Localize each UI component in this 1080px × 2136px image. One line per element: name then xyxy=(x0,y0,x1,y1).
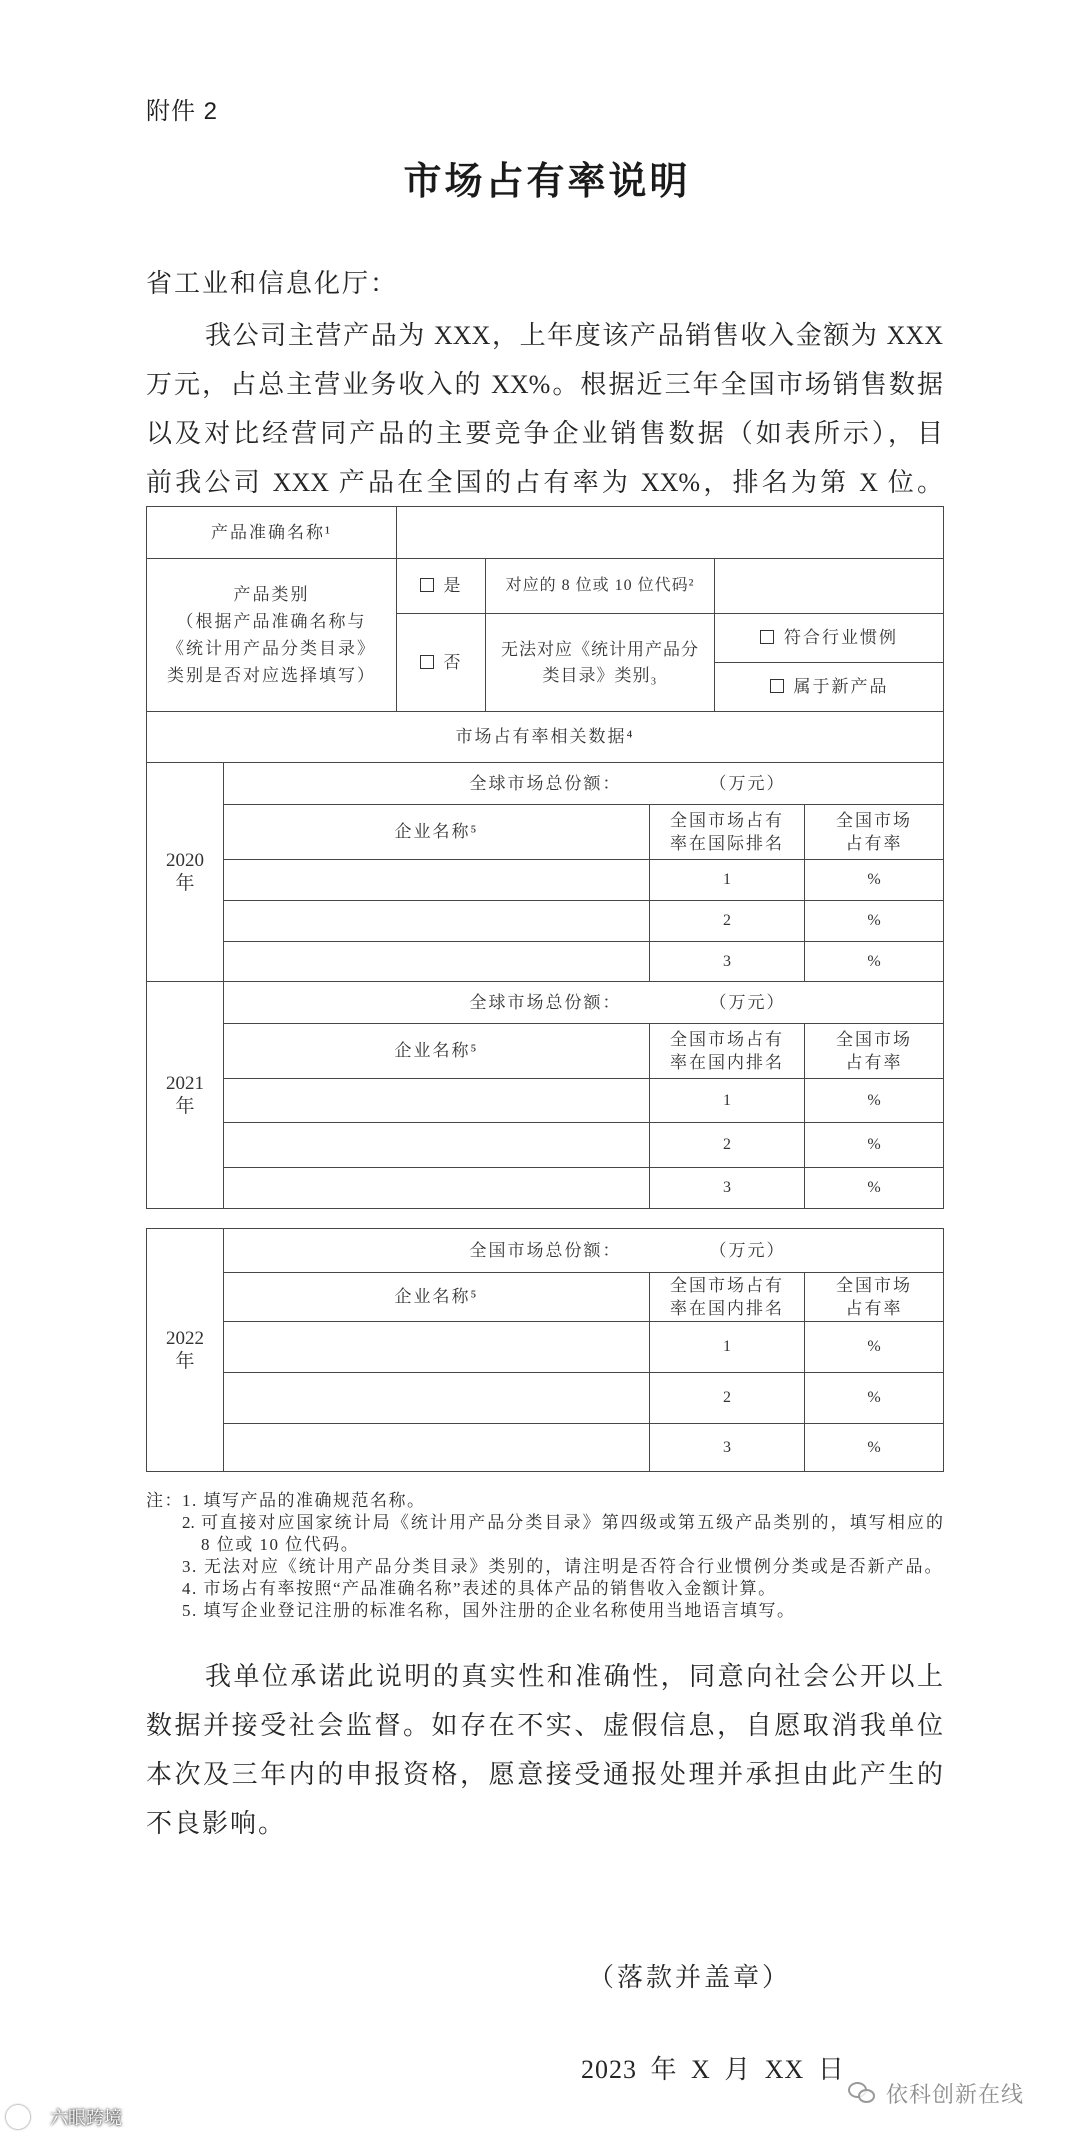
year-suffix: 年 xyxy=(175,873,195,894)
share-header-cell xyxy=(805,805,944,860)
date-line: 2023 年 X 月 XX 日 xyxy=(581,2055,845,2084)
attachment-label: 附件 2 xyxy=(146,98,219,125)
table-row xyxy=(147,1373,944,1424)
rank-cell: 2 xyxy=(650,1123,805,1168)
table-row xyxy=(147,1123,944,1168)
rank-header: 全国市场占有 率在国内排名 xyxy=(670,1030,785,1072)
commitment-line: 数据并接受社会监督。如存在不实、虚假信息，自愿取消我单位 xyxy=(146,1711,943,1740)
watermark-logo-icon xyxy=(6,2105,30,2129)
year-suffix: 年 xyxy=(175,1351,195,1372)
watermark-left xyxy=(6,2104,122,2130)
share-cell: % xyxy=(805,942,944,982)
share-header-cell xyxy=(805,1273,944,1322)
rank-header-cell xyxy=(650,805,805,860)
product-name-value-cell xyxy=(397,507,944,559)
year-label: 2020 xyxy=(166,850,204,871)
rank-cell: 2 xyxy=(650,901,805,942)
no-description-cell xyxy=(486,614,715,712)
note-line: 3. 无法对应《统计用产品分类目录》类别的，请注明是否符合行业惯例分类或是否新产品。 xyxy=(182,1557,943,1576)
year-header-row xyxy=(147,1024,944,1079)
note-line: 1. 填写产品的准确规范名称。 xyxy=(182,1491,426,1510)
year-cell xyxy=(147,1229,224,1472)
watermark-right xyxy=(848,2078,1024,2108)
table-row xyxy=(147,901,944,942)
product-name-row xyxy=(147,507,944,559)
rank-cell: 1 xyxy=(650,1079,805,1123)
industry-option-cell xyxy=(715,614,944,663)
salutation: 省工业和信息化厅： xyxy=(146,269,399,298)
company-name-cell xyxy=(224,1123,650,1168)
share-header: 全国市场 占有率 xyxy=(836,811,913,853)
company-name-cell xyxy=(224,1168,650,1209)
intro-line: 以及对比经营同产品的主要竞争企业销售数据（如表所示），目 xyxy=(146,419,943,448)
rank-header-cell xyxy=(650,1273,805,1322)
product-name-label: 产品准确名称¹ xyxy=(147,507,397,559)
company-name-cell xyxy=(224,1424,650,1472)
market-section-row xyxy=(147,712,944,763)
watermark-right-text: 依科创新在线 xyxy=(886,2081,1025,2107)
year-label: 2022 xyxy=(166,1328,204,1349)
share-header-cell xyxy=(805,1024,944,1079)
yes-label: 是 xyxy=(443,576,463,595)
share-cell: % xyxy=(805,1168,944,1209)
market-share-table xyxy=(146,506,944,1209)
company-name-cell xyxy=(224,942,650,982)
table-row xyxy=(147,1322,944,1373)
market-total-label: 全国市场总份额： xyxy=(469,1240,622,1260)
year-total-row xyxy=(147,982,944,1024)
rank-cell: 1 xyxy=(650,860,805,901)
rank-header: 全国市场占有 率在国际排名 xyxy=(670,811,785,853)
intro-line: 万元，占总主营业务收入的 XX%。根据近三年全国市场销售数据 xyxy=(146,370,943,399)
page-title: 市场占有率说明 xyxy=(403,161,691,203)
market-total-cell xyxy=(224,1229,944,1273)
intro-paragraph xyxy=(146,311,943,507)
company-header: 企业名称⁵ xyxy=(224,1273,650,1322)
industry-option-label: 符合行业惯例 xyxy=(784,628,899,647)
market-total-label: 全球市场总份额： xyxy=(469,992,622,1012)
rank-cell: 2 xyxy=(650,1373,805,1424)
market-total-label: 全球市场总份额： xyxy=(469,773,622,793)
new-product-checkbox[interactable] xyxy=(770,679,784,693)
notes-prefix: 注： xyxy=(146,1491,183,1510)
note-line: 5. 填写企业登记注册的标准名称，国外注册的企业名称使用当地语言填写。 xyxy=(182,1601,796,1620)
company-name-cell xyxy=(224,1322,650,1373)
no-label: 否 xyxy=(443,652,463,672)
share-cell: % xyxy=(805,901,944,942)
share-cell: % xyxy=(805,1079,944,1123)
commitment-line: 不良影响。 xyxy=(146,1809,287,1838)
no-checkbox[interactable] xyxy=(420,655,434,669)
company-name-cell xyxy=(224,860,650,901)
unit-label: （万元） xyxy=(709,1240,786,1260)
table-row xyxy=(147,1168,944,1209)
note-line: 4. 市场占有率按照“产品准确名称”表述的具体产品的销售收入金额计算。 xyxy=(182,1579,777,1598)
year-cell xyxy=(147,982,224,1209)
rank-cell: 3 xyxy=(650,942,805,982)
unit-label: （万元） xyxy=(709,773,786,793)
table-row xyxy=(147,1424,944,1472)
share-cell: % xyxy=(805,860,944,901)
year-header-row xyxy=(147,1273,944,1322)
year-label: 2021 xyxy=(166,1073,204,1094)
company-header: 企业名称⁵ xyxy=(224,805,650,860)
new-product-option-cell xyxy=(715,663,944,712)
yes-checkbox[interactable] xyxy=(420,578,434,592)
market-total-cell xyxy=(224,763,944,805)
no-description: 无法对应《统计用产品分 类目录》类别₃ xyxy=(501,639,700,685)
code-value-cell xyxy=(715,559,944,614)
unit-label: （万元） xyxy=(709,992,786,1012)
market-total-cell xyxy=(224,982,944,1024)
company-name-cell xyxy=(224,901,650,942)
rank-header-cell xyxy=(650,1024,805,1079)
rank-cell: 1 xyxy=(650,1322,805,1373)
signature-note: （落款并盖章） xyxy=(588,1963,792,1992)
industry-checkbox[interactable] xyxy=(760,630,774,644)
wechat-icon xyxy=(848,2080,878,2106)
year-suffix: 年 xyxy=(175,1096,195,1117)
yes-option-cell xyxy=(397,559,486,614)
commitment-paragraph xyxy=(146,1652,943,1848)
year-header-row xyxy=(147,805,944,860)
product-category-label-cell xyxy=(147,559,397,712)
table-row xyxy=(147,1079,944,1123)
year-total-row xyxy=(147,1229,944,1273)
table-row xyxy=(147,942,944,982)
share-header: 全国市场 占有率 xyxy=(836,1030,913,1072)
company-name-cell xyxy=(224,1079,650,1123)
intro-line: 我公司主营产品为 XXX，上年度该产品销售收入金额为 XXX xyxy=(205,321,943,350)
watermark-left-text: 六眼跨境 xyxy=(50,2108,122,2128)
share-cell: % xyxy=(805,1424,944,1472)
note-line: 2. 可直接对应国家统计局《统计用产品分类目录》第四级或第五级产品类别的，填写相应的 xyxy=(182,1513,943,1532)
rank-cell: 3 xyxy=(650,1168,805,1209)
year-cell xyxy=(147,763,224,982)
no-option-cell xyxy=(397,614,486,712)
table-row xyxy=(147,860,944,901)
market-section-label: 市场占有率相关数据⁴ xyxy=(147,712,944,763)
market-share-table-2022 xyxy=(146,1228,944,1472)
commitment-line: 我单位承诺此说明的真实性和准确性，同意向社会公开以上 xyxy=(205,1662,943,1691)
share-cell: % xyxy=(805,1322,944,1373)
share-cell: % xyxy=(805,1123,944,1168)
product-category-label: 产品类别 （根据产品准确名称与 《统计用产品分类目录》 类别是否对应选择填写） xyxy=(167,585,376,685)
category-yes-row xyxy=(147,559,944,614)
company-header: 企业名称⁵ xyxy=(224,1024,650,1079)
company-name-cell xyxy=(224,1373,650,1424)
share-header: 全国市场 占有率 xyxy=(836,1276,912,1318)
share-cell: % xyxy=(805,1373,944,1424)
intro-line: 前我公司 XXX 产品在全国的占有率为 XX%，排名为第 X 位。 xyxy=(146,468,943,497)
rank-header: 全国市场占有 率在国内排名 xyxy=(670,1276,784,1318)
note-line: 8 位或 10 位代码。 xyxy=(201,1535,360,1554)
new-product-option-label: 属于新产品 xyxy=(793,677,889,696)
year-total-row xyxy=(147,763,944,805)
code-description: 对应的 8 位或 10 位代码² xyxy=(486,559,715,614)
rank-cell: 3 xyxy=(650,1424,805,1472)
commitment-line: 本次及三年内的申报资格，愿意接受通报处理并承担由此产生的 xyxy=(146,1760,943,1789)
